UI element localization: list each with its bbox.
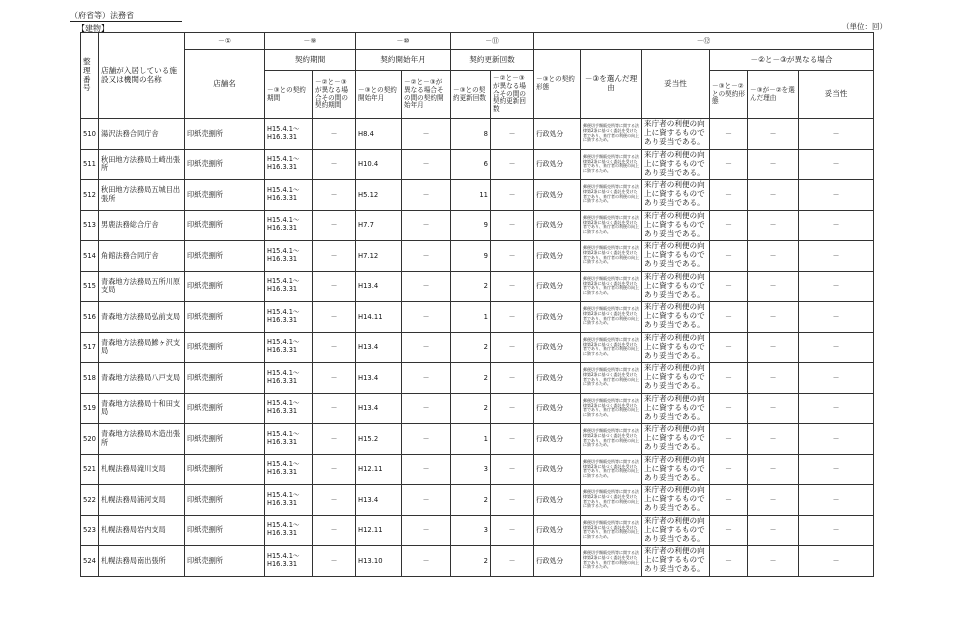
row-d1: － bbox=[710, 149, 748, 180]
row-facility: 青森地方法務局木造出張所 bbox=[99, 424, 185, 455]
table-row bbox=[81, 119, 874, 150]
row-renew: 11 bbox=[451, 180, 491, 211]
row-d1: － bbox=[710, 454, 748, 485]
row-d3: － bbox=[799, 393, 874, 424]
row-number: 522 bbox=[81, 485, 99, 516]
row-d2: － bbox=[748, 180, 799, 211]
row-d2: － bbox=[748, 393, 799, 424]
row-d1: － bbox=[710, 271, 748, 302]
row-period-b: － bbox=[313, 515, 356, 546]
row-period: H15.4.1～H16.3.31 bbox=[265, 332, 313, 363]
row-d1: － bbox=[710, 332, 748, 363]
row-store: 印紙売捌所 bbox=[185, 119, 265, 150]
row-d2: － bbox=[748, 302, 799, 333]
row-validity: 来庁者の利便の向上に資するものであり妥当である。 bbox=[642, 393, 710, 424]
row-period: H15.4.1～H16.3.31 bbox=[265, 424, 313, 455]
ministry-label: （府省等）法務省 bbox=[70, 11, 134, 20]
row-renew: 9 bbox=[451, 210, 491, 241]
row-facility: 札幌法務局滝川支局 bbox=[99, 454, 185, 485]
row-period-b: － bbox=[313, 241, 356, 272]
row-d3: － bbox=[799, 546, 874, 577]
row-d1: － bbox=[710, 119, 748, 150]
row-start-b: － bbox=[402, 454, 451, 485]
row-reason: 郵便切手類販売所等に関する法律第2条に基づく委託を受けた者であり、来庁者の利便の向上に資するため。 bbox=[581, 302, 642, 333]
row-number: 520 bbox=[81, 424, 99, 455]
table-row bbox=[81, 271, 874, 302]
row-renew-b: － bbox=[491, 332, 534, 363]
row-reason: 郵便切手類販売所等に関する法律第2条に基づく委託を受けた者であり、来庁者の利便の向上に資するため。 bbox=[581, 271, 642, 302]
row-start-b: － bbox=[402, 485, 451, 516]
unit-label: （単位：回） bbox=[842, 22, 887, 31]
table-row bbox=[81, 454, 874, 485]
table-row bbox=[81, 363, 874, 394]
row-facility: 青森地方法務局五所川原支局 bbox=[99, 271, 185, 302]
row-number: 511 bbox=[81, 149, 99, 180]
row-period-b: － bbox=[313, 271, 356, 302]
row-d1: － bbox=[710, 515, 748, 546]
row-renew-b: － bbox=[491, 515, 534, 546]
row-validity: 来庁者の利便の向上に資するものであり妥当である。 bbox=[642, 515, 710, 546]
row-renew: 2 bbox=[451, 485, 491, 516]
row-reason: 郵便切手類販売所等に関する法律第2条に基づく委託を受けた者であり、来庁者の利便の向上に資するため。 bbox=[581, 424, 642, 455]
row-period-b: － bbox=[313, 546, 356, 577]
row-d3: － bbox=[799, 241, 874, 272]
row-start: H13.4 bbox=[356, 332, 402, 363]
header-c12-d3: 妥当性 bbox=[799, 71, 874, 119]
row-facility: 青森地方法務局鰺ヶ沢支局 bbox=[99, 332, 185, 363]
row-facility: 札幌法務局岩内支局 bbox=[99, 515, 185, 546]
row-period: H15.4.1～H16.3.31 bbox=[265, 393, 313, 424]
table-row bbox=[81, 485, 874, 516]
row-reason: 郵便切手類販売所等に関する法律第2条に基づく委託を受けた者であり、来庁者の利便の向上に資するため。 bbox=[581, 119, 642, 150]
row-store: 印紙売捌所 bbox=[185, 454, 265, 485]
row-form: 行政処分 bbox=[534, 241, 581, 272]
row-reason: 郵便切手類販売所等に関する法律第2条に基づく委託を受けた者であり、来庁者の利便の向上に資するため。 bbox=[581, 149, 642, 180]
row-start: H10.4 bbox=[356, 149, 402, 180]
row-renew: 2 bbox=[451, 271, 491, 302]
row-validity: 来庁者の利便の向上に資するものであり妥当である。 bbox=[642, 210, 710, 241]
row-form: 行政処分 bbox=[534, 332, 581, 363]
row-d3: － bbox=[799, 149, 874, 180]
header-c12-diff: －②と－③が異なる場合 bbox=[710, 50, 874, 71]
row-d3: － bbox=[799, 210, 874, 241]
row-renew-b: － bbox=[491, 393, 534, 424]
row-start-b: － bbox=[402, 180, 451, 211]
header-c12-validity: 妥当性 bbox=[642, 50, 710, 119]
row-start-b: － bbox=[402, 546, 451, 577]
row-start: H8.4 bbox=[356, 119, 402, 150]
row-start-b: － bbox=[402, 119, 451, 150]
row-number: 521 bbox=[81, 454, 99, 485]
row-d3: － bbox=[799, 363, 874, 394]
row-validity: 来庁者の利便の向上に資するものであり妥当である。 bbox=[642, 241, 710, 272]
row-number: 513 bbox=[81, 210, 99, 241]
row-form: 行政処分 bbox=[534, 546, 581, 577]
row-validity: 来庁者の利便の向上に資するものであり妥当である。 bbox=[642, 119, 710, 150]
row-store: 印紙売捌所 bbox=[185, 271, 265, 302]
row-start: H14.11 bbox=[356, 302, 402, 333]
header-c10-sub: 契約開始年月 bbox=[356, 50, 451, 71]
header-c11-a: －③との契約更新回数 bbox=[451, 71, 491, 119]
row-renew: 3 bbox=[451, 454, 491, 485]
row-renew: 2 bbox=[451, 332, 491, 363]
table-row bbox=[81, 515, 874, 546]
row-d2: － bbox=[748, 241, 799, 272]
row-number: 514 bbox=[81, 241, 99, 272]
row-validity: 来庁者の利便の向上に資するものであり妥当である。 bbox=[642, 424, 710, 455]
row-validity: 来庁者の利便の向上に資するものであり妥当である。 bbox=[642, 485, 710, 516]
row-renew-b: － bbox=[491, 119, 534, 150]
row-d2: － bbox=[748, 332, 799, 363]
row-start-b: － bbox=[402, 241, 451, 272]
row-d2: － bbox=[748, 271, 799, 302]
row-number: 515 bbox=[81, 271, 99, 302]
row-store: 印紙売捌所 bbox=[185, 210, 265, 241]
row-number: 518 bbox=[81, 363, 99, 394]
row-validity: 来庁者の利便の向上に資するものであり妥当である。 bbox=[642, 271, 710, 302]
row-period-b: － bbox=[313, 302, 356, 333]
row-period: H15.4.1～H16.3.31 bbox=[265, 241, 313, 272]
row-renew-b: － bbox=[491, 149, 534, 180]
row-reason: 郵便切手類販売所等に関する法律第2条に基づく委託を受けた者であり、来庁者の利便の向上に資するため。 bbox=[581, 210, 642, 241]
row-facility: 札幌法務局浦河支局 bbox=[99, 485, 185, 516]
row-period-b: － bbox=[313, 363, 356, 394]
header-c12-reason: －③を選んだ理由 bbox=[581, 50, 642, 119]
row-facility: 秋田地方法務局五城目出張所 bbox=[99, 180, 185, 211]
header-c12-d1: －③と－②との契約形態 bbox=[710, 71, 748, 119]
header-c9-sub: 契約期間 bbox=[265, 50, 356, 71]
row-period: H15.4.1～H16.3.31 bbox=[265, 271, 313, 302]
row-store: 印紙売捌所 bbox=[185, 424, 265, 455]
header-c12-form: －③との契約形態 bbox=[534, 50, 581, 119]
row-start: H15.2 bbox=[356, 424, 402, 455]
row-store: 印紙売捌所 bbox=[185, 149, 265, 180]
row-start-b: － bbox=[402, 393, 451, 424]
row-d2: － bbox=[748, 515, 799, 546]
row-period-b: － bbox=[313, 210, 356, 241]
row-start: H13.10 bbox=[356, 546, 402, 577]
row-reason: 郵便切手類販売所等に関する法律第2条に基づく委託を受けた者であり、来庁者の利便の向上に資するため。 bbox=[581, 241, 642, 272]
row-d3: － bbox=[799, 332, 874, 363]
header-c1: －① bbox=[185, 33, 265, 50]
row-start-b: － bbox=[402, 271, 451, 302]
row-start: H5.12 bbox=[356, 180, 402, 211]
row-form: 行政処分 bbox=[534, 515, 581, 546]
row-start-b: － bbox=[402, 210, 451, 241]
row-period: H15.4.1～H16.3.31 bbox=[265, 149, 313, 180]
row-facility: 角館法務合同庁舎 bbox=[99, 241, 185, 272]
row-d1: － bbox=[710, 363, 748, 394]
row-d1: － bbox=[710, 424, 748, 455]
header-c9-a: －③との契約期間 bbox=[265, 71, 313, 119]
row-form: 行政処分 bbox=[534, 149, 581, 180]
row-renew: 9 bbox=[451, 241, 491, 272]
row-store: 印紙売捌所 bbox=[185, 363, 265, 394]
row-start: H13.4 bbox=[356, 393, 402, 424]
table-row bbox=[81, 241, 874, 272]
row-form: 行政処分 bbox=[534, 302, 581, 333]
row-period-b: － bbox=[313, 485, 356, 516]
row-number: 524 bbox=[81, 546, 99, 577]
row-renew: 1 bbox=[451, 424, 491, 455]
row-form: 行政処分 bbox=[534, 454, 581, 485]
header-number: 整理番号 bbox=[81, 33, 99, 119]
row-period-b: － bbox=[313, 149, 356, 180]
row-d2: － bbox=[748, 363, 799, 394]
row-start-b: － bbox=[402, 149, 451, 180]
header-c12-d2: －③が－②を選んだ理由 bbox=[748, 71, 799, 119]
row-d2: － bbox=[748, 119, 799, 150]
row-d1: － bbox=[710, 485, 748, 516]
row-validity: 来庁者の利便の向上に資するものであり妥当である。 bbox=[642, 180, 710, 211]
row-d2: － bbox=[748, 424, 799, 455]
row-validity: 来庁者の利便の向上に資するものであり妥当である。 bbox=[642, 332, 710, 363]
row-d2: － bbox=[748, 546, 799, 577]
header-c11-sub: 契約更新回数 bbox=[451, 50, 534, 71]
row-facility: 湯沢法務合同庁舎 bbox=[99, 119, 185, 150]
row-validity: 来庁者の利便の向上に資するものであり妥当である。 bbox=[642, 454, 710, 485]
row-d3: － bbox=[799, 485, 874, 516]
header-c11-b: －②と－③が異なる場合その間の契約更新回数 bbox=[491, 71, 534, 119]
table-row bbox=[81, 332, 874, 363]
row-start: H12.11 bbox=[356, 454, 402, 485]
header-c11: －⑪ bbox=[451, 33, 534, 50]
row-validity: 来庁者の利便の向上に資するものであり妥当である。 bbox=[642, 363, 710, 394]
row-period-b: － bbox=[313, 180, 356, 211]
row-d3: － bbox=[799, 180, 874, 211]
row-start: H7.12 bbox=[356, 241, 402, 272]
row-store: 印紙売捌所 bbox=[185, 393, 265, 424]
ministry-underline bbox=[70, 21, 182, 22]
row-d2: － bbox=[748, 210, 799, 241]
row-store: 印紙売捌所 bbox=[185, 485, 265, 516]
row-reason: 郵便切手類販売所等に関する法律第2条に基づく委託を受けた者であり、来庁者の利便の向上に資するため。 bbox=[581, 180, 642, 211]
row-d1: － bbox=[710, 210, 748, 241]
table-row bbox=[81, 180, 874, 211]
row-form: 行政処分 bbox=[534, 210, 581, 241]
row-renew: 1 bbox=[451, 302, 491, 333]
row-facility: 青森地方法務局十和田支局 bbox=[99, 393, 185, 424]
row-start-b: － bbox=[402, 332, 451, 363]
row-facility: 秋田地方法務局土崎出張所 bbox=[99, 149, 185, 180]
row-d1: － bbox=[710, 302, 748, 333]
row-d2: － bbox=[748, 454, 799, 485]
row-period-b: － bbox=[313, 332, 356, 363]
row-form: 行政処分 bbox=[534, 119, 581, 150]
table-row bbox=[81, 546, 874, 577]
header-c9: －⑨ bbox=[265, 33, 356, 50]
table-row bbox=[81, 302, 874, 333]
header-facility: 店舗が入居している施設又は機関の名称 bbox=[99, 33, 185, 119]
row-validity: 来庁者の利便の向上に資するものであり妥当である。 bbox=[642, 546, 710, 577]
row-facility: 札幌法務局南出張所 bbox=[99, 546, 185, 577]
row-period: H15.4.1～H16.3.31 bbox=[265, 302, 313, 333]
row-period: H15.4.1～H16.3.31 bbox=[265, 485, 313, 516]
row-number: 523 bbox=[81, 515, 99, 546]
row-reason: 郵便切手類販売所等に関する法律第2条に基づく委託を受けた者であり、来庁者の利便の向上に資するため。 bbox=[581, 363, 642, 394]
row-renew-b: － bbox=[491, 546, 534, 577]
row-d1: － bbox=[710, 241, 748, 272]
row-start: H13.4 bbox=[356, 485, 402, 516]
row-reason: 郵便切手類販売所等に関する法律第2条に基づく委託を受けた者であり、来庁者の利便の向上に資するため。 bbox=[581, 332, 642, 363]
row-period-b: － bbox=[313, 119, 356, 150]
row-form: 行政処分 bbox=[534, 485, 581, 516]
row-renew-b: － bbox=[491, 210, 534, 241]
row-store: 印紙売捌所 bbox=[185, 241, 265, 272]
row-store: 印紙売捌所 bbox=[185, 546, 265, 577]
row-period: H15.4.1～H16.3.31 bbox=[265, 454, 313, 485]
row-form: 行政処分 bbox=[534, 180, 581, 211]
row-d3: － bbox=[799, 424, 874, 455]
row-renew-b: － bbox=[491, 485, 534, 516]
row-store: 印紙売捌所 bbox=[185, 332, 265, 363]
row-start-b: － bbox=[402, 515, 451, 546]
row-reason: 郵便切手類販売所等に関する法律第2条に基づく委託を受けた者であり、来庁者の利便の向上に資するため。 bbox=[581, 485, 642, 516]
row-reason: 郵便切手類販売所等に関する法律第2条に基づく委託を受けた者であり、来庁者の利便の向上に資するため。 bbox=[581, 454, 642, 485]
header-c12: －⑫ bbox=[534, 33, 874, 50]
row-facility: 男鹿法務総合庁舎 bbox=[99, 210, 185, 241]
row-period: H15.4.1～H16.3.31 bbox=[265, 515, 313, 546]
header-store: 店舗名 bbox=[185, 50, 265, 119]
table-row bbox=[81, 393, 874, 424]
row-start-b: － bbox=[402, 302, 451, 333]
row-validity: 来庁者の利便の向上に資するものであり妥当である。 bbox=[642, 302, 710, 333]
row-d3: － bbox=[799, 454, 874, 485]
row-form: 行政処分 bbox=[534, 271, 581, 302]
row-period-b: － bbox=[313, 454, 356, 485]
row-renew: 2 bbox=[451, 393, 491, 424]
row-facility: 青森地方法務局八戸支局 bbox=[99, 363, 185, 394]
row-reason: 郵便切手類販売所等に関する法律第2条に基づく委託を受けた者であり、来庁者の利便の向上に資するため。 bbox=[581, 515, 642, 546]
header-c10-a: －③との契約開始年月 bbox=[356, 71, 402, 119]
row-d1: － bbox=[710, 393, 748, 424]
row-start: H7.7 bbox=[356, 210, 402, 241]
row-store: 印紙売捌所 bbox=[185, 180, 265, 211]
row-renew-b: － bbox=[491, 424, 534, 455]
row-start-b: － bbox=[402, 424, 451, 455]
row-store: 印紙売捌所 bbox=[185, 515, 265, 546]
row-start: H13.4 bbox=[356, 271, 402, 302]
row-period: H15.4.1～H16.3.31 bbox=[265, 180, 313, 211]
row-start: H13.4 bbox=[356, 363, 402, 394]
row-number: 516 bbox=[81, 302, 99, 333]
row-d3: － bbox=[799, 302, 874, 333]
row-renew: 2 bbox=[451, 546, 491, 577]
table-body bbox=[81, 119, 874, 577]
row-number: 517 bbox=[81, 332, 99, 363]
row-number: 512 bbox=[81, 180, 99, 211]
row-facility: 青森地方法務局弘前支局 bbox=[99, 302, 185, 333]
row-d2: － bbox=[748, 485, 799, 516]
row-renew: 6 bbox=[451, 149, 491, 180]
row-renew: 3 bbox=[451, 515, 491, 546]
row-renew-b: － bbox=[491, 302, 534, 333]
row-period: H15.4.1～H16.3.31 bbox=[265, 546, 313, 577]
row-form: 行政処分 bbox=[534, 393, 581, 424]
row-number: 510 bbox=[81, 119, 99, 150]
row-d3: － bbox=[799, 271, 874, 302]
row-reason: 郵便切手類販売所等に関する法律第2条に基づく委託を受けた者であり、来庁者の利便の向上に資するため。 bbox=[581, 393, 642, 424]
row-period-b: － bbox=[313, 393, 356, 424]
row-renew: 8 bbox=[451, 119, 491, 150]
row-renew-b: － bbox=[491, 363, 534, 394]
category-label: 【建物】 bbox=[77, 24, 109, 33]
contract-table bbox=[80, 32, 874, 577]
row-d1: － bbox=[710, 546, 748, 577]
header-c9-b: －②と－③が異なる場合その間の契約期間 bbox=[313, 71, 356, 119]
row-d3: － bbox=[799, 515, 874, 546]
row-period: H15.4.1～H16.3.31 bbox=[265, 363, 313, 394]
row-renew-b: － bbox=[491, 241, 534, 272]
row-start-b: － bbox=[402, 363, 451, 394]
row-validity: 来庁者の利便の向上に資するものであり妥当である。 bbox=[642, 149, 710, 180]
row-period: H15.4.1～H16.3.31 bbox=[265, 119, 313, 150]
row-renew-b: － bbox=[491, 271, 534, 302]
table-row bbox=[81, 149, 874, 180]
table-row bbox=[81, 210, 874, 241]
row-d2: － bbox=[748, 149, 799, 180]
row-reason: 郵便切手類販売所等に関する法律第2条に基づく委託を受けた者であり、来庁者の利便の向上に資するため。 bbox=[581, 546, 642, 577]
row-renew: 2 bbox=[451, 363, 491, 394]
header-c10-b: －②と－③が異なる場合その間の契約開始年月 bbox=[402, 71, 451, 119]
row-period-b: － bbox=[313, 424, 356, 455]
row-form: 行政処分 bbox=[534, 424, 581, 455]
row-d1: － bbox=[710, 180, 748, 211]
row-form: 行政処分 bbox=[534, 363, 581, 394]
row-renew-b: － bbox=[491, 454, 534, 485]
header-c10: －⑩ bbox=[356, 33, 451, 50]
row-number: 519 bbox=[81, 393, 99, 424]
row-store: 印紙売捌所 bbox=[185, 302, 265, 333]
row-period: H15.4.1～H16.3.31 bbox=[265, 210, 313, 241]
row-renew-b: － bbox=[491, 180, 534, 211]
row-start: H12.11 bbox=[356, 515, 402, 546]
table-row bbox=[81, 424, 874, 455]
row-d3: － bbox=[799, 119, 874, 150]
